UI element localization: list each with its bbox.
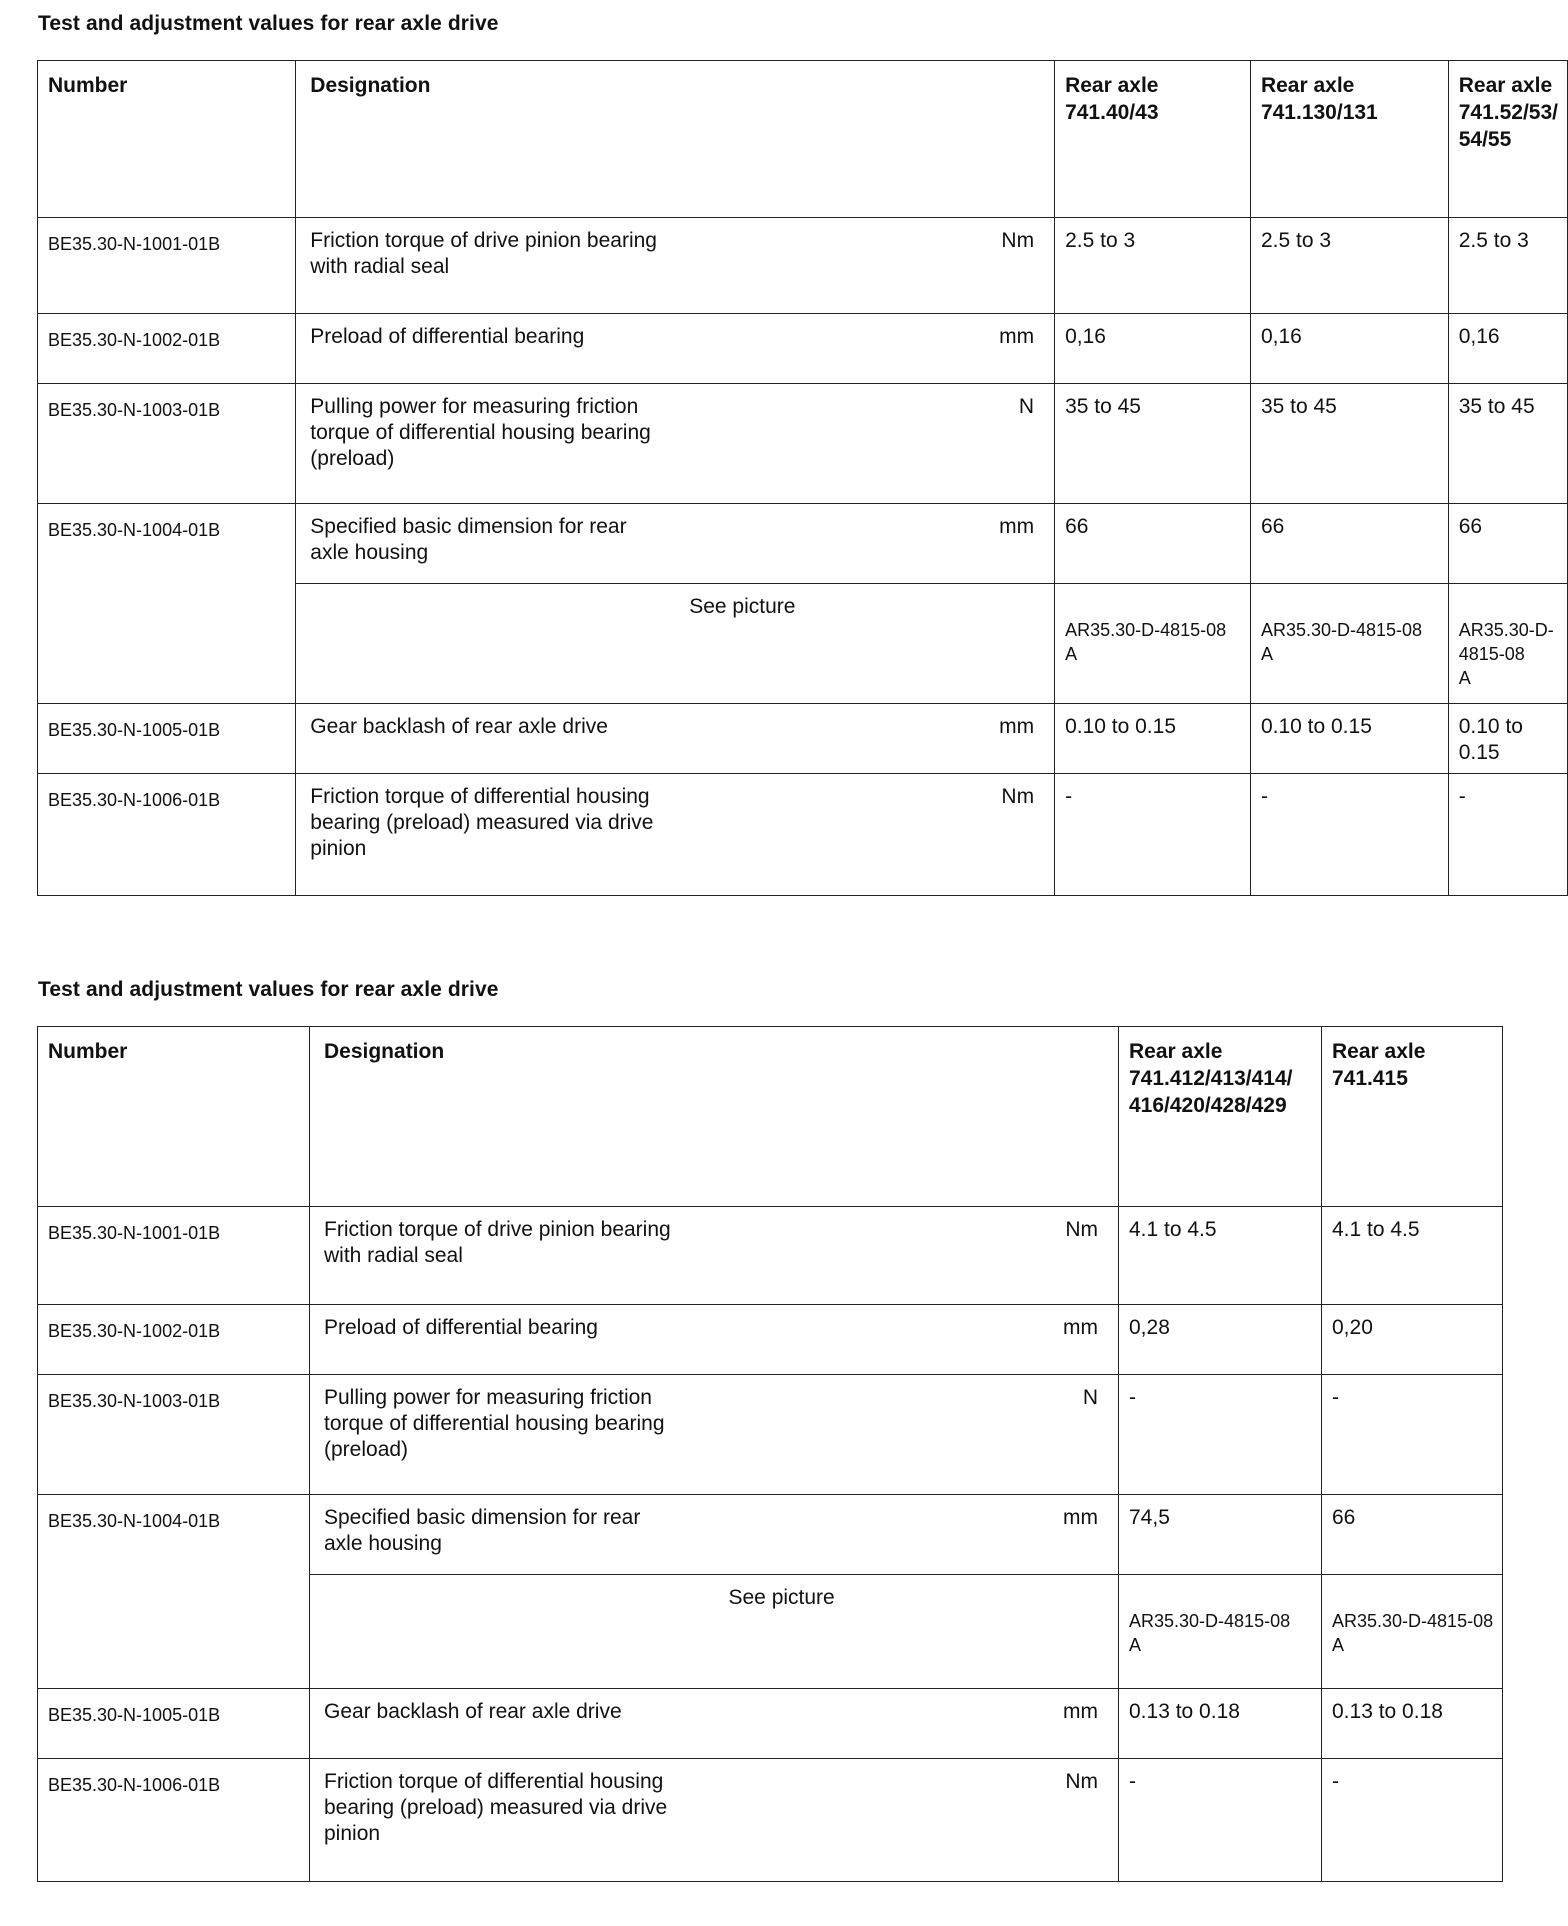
row-value: 0.10 to 0.15 bbox=[1448, 704, 1567, 774]
row-value: 66 bbox=[1322, 1495, 1503, 1575]
table-header-row bbox=[38, 61, 1568, 218]
row-value: 0.13 to 0.18 bbox=[1119, 1689, 1322, 1759]
row-unit: N bbox=[918, 1375, 1119, 1495]
row-value: 0.13 to 0.18 bbox=[1322, 1689, 1503, 1759]
row-unit: N bbox=[865, 384, 1054, 504]
header-axle-1: Rear axle 741.40/43 bbox=[1055, 61, 1251, 218]
row-value: 0,16 bbox=[1055, 314, 1251, 384]
row-value: - bbox=[1119, 1375, 1322, 1495]
row-designation: Preload of differential bearing bbox=[310, 1305, 918, 1375]
header-designation: Designation bbox=[310, 1027, 1119, 1207]
table-row bbox=[38, 384, 1568, 504]
row-value: 66 bbox=[1250, 504, 1448, 584]
row-designation: Friction torque of drive pinion bearing with radial seal bbox=[310, 1207, 918, 1305]
see-picture-label: See picture bbox=[679, 584, 1054, 704]
row-designation: Pulling power for measuring friction torque of differential housing bearing (preload) bbox=[310, 1375, 918, 1495]
row-value: 0.10 to 0.15 bbox=[1055, 704, 1251, 774]
row-value: 66 bbox=[1448, 504, 1567, 584]
row-unit: Nm bbox=[865, 218, 1054, 314]
row-designation: Gear backlash of rear axle drive bbox=[296, 704, 865, 774]
table-row bbox=[38, 1207, 1503, 1305]
table-1-title: Test and adjustment values for rear axle drive bbox=[38, 12, 499, 35]
row-designation: Friction torque of differential housing bearing (preload) measured via drive pinion bbox=[296, 774, 865, 896]
row-number: BE35.30-N-1005-01B bbox=[38, 704, 296, 774]
header-axle-2: Rear axle 741.415 bbox=[1322, 1027, 1503, 1207]
table-2-title: Test and adjustment values for rear axle drive bbox=[38, 978, 499, 1001]
row-value: 0,28 bbox=[1119, 1305, 1322, 1375]
header-axle-2: Rear axle 741.130/131 bbox=[1250, 61, 1448, 218]
blank-cell bbox=[310, 1575, 719, 1689]
row-number: BE35.30-N-1006-01B bbox=[38, 1759, 310, 1882]
table-1 bbox=[37, 60, 1568, 896]
table-row bbox=[38, 1689, 1503, 1759]
table-row bbox=[38, 1305, 1503, 1375]
row-unit: mm bbox=[918, 1689, 1119, 1759]
see-picture-label: See picture bbox=[719, 1575, 1119, 1689]
row-number: BE35.30-N-1002-01B bbox=[38, 1305, 310, 1375]
row-value: - bbox=[1448, 774, 1567, 896]
row-value: - bbox=[1250, 774, 1448, 896]
row-value: 35 to 45 bbox=[1250, 384, 1448, 504]
row-designation: Friction torque of drive pinion bearing with radial seal bbox=[296, 218, 865, 314]
row-designation: Specified basic dimension for rear axle housing bbox=[296, 504, 865, 584]
picture-reference: AR35.30-D-4815-08 A bbox=[1322, 1575, 1503, 1689]
table-row bbox=[38, 314, 1568, 384]
row-value: 0,16 bbox=[1448, 314, 1567, 384]
row-value: 35 to 45 bbox=[1448, 384, 1567, 504]
picture-reference: AR35.30-D-4815-08 A bbox=[1055, 584, 1251, 704]
row-designation: Pulling power for measuring friction torque of differential housing bearing (preload) bbox=[296, 384, 865, 504]
row-value: 0,16 bbox=[1250, 314, 1448, 384]
row-value: 2.5 to 3 bbox=[1250, 218, 1448, 314]
header-axle-1: Rear axle 741.412/413/414/ 416/420/428/429 bbox=[1119, 1027, 1322, 1207]
picture-reference: AR35.30-D-4815-08 A bbox=[1448, 584, 1567, 704]
row-value: 4.1 to 4.5 bbox=[1322, 1207, 1503, 1305]
header-axle-3: Rear axle 741.52/53/ 54/55 bbox=[1448, 61, 1567, 218]
row-value: 2.5 to 3 bbox=[1448, 218, 1567, 314]
row-number: BE35.30-N-1004-01B bbox=[38, 504, 296, 704]
row-value: 66 bbox=[1055, 504, 1251, 584]
picture-reference: AR35.30-D-4815-08 A bbox=[1119, 1575, 1322, 1689]
row-unit: mm bbox=[865, 504, 1054, 584]
table-2 bbox=[37, 1026, 1503, 1882]
row-unit: mm bbox=[918, 1305, 1119, 1375]
row-unit: mm bbox=[865, 314, 1054, 384]
row-designation: Gear backlash of rear axle drive bbox=[310, 1689, 918, 1759]
table-row bbox=[38, 1759, 1503, 1882]
row-number: BE35.30-N-1003-01B bbox=[38, 1375, 310, 1495]
row-value: 35 to 45 bbox=[1055, 384, 1251, 504]
row-designation: Preload of differential bearing bbox=[296, 314, 865, 384]
row-number: BE35.30-N-1001-01B bbox=[38, 1207, 310, 1305]
header-number: Number bbox=[38, 1027, 310, 1207]
row-unit: mm bbox=[918, 1495, 1119, 1575]
row-designation: Specified basic dimension for rear axle housing bbox=[310, 1495, 918, 1575]
row-unit: Nm bbox=[918, 1759, 1119, 1882]
row-value: 0.10 to 0.15 bbox=[1250, 704, 1448, 774]
row-value: - bbox=[1322, 1759, 1503, 1882]
row-unit: mm bbox=[865, 704, 1054, 774]
table-row bbox=[38, 1495, 1503, 1575]
header-number: Number bbox=[38, 61, 296, 218]
row-value: 2.5 to 3 bbox=[1055, 218, 1251, 314]
header-designation: Designation bbox=[296, 61, 1055, 218]
table-row bbox=[38, 774, 1568, 896]
picture-reference: AR35.30-D-4815-08 A bbox=[1250, 584, 1448, 704]
row-value: 74,5 bbox=[1119, 1495, 1322, 1575]
table-row bbox=[38, 218, 1568, 314]
row-number: BE35.30-N-1001-01B bbox=[38, 218, 296, 314]
row-designation: Friction torque of differential housing bearing (preload) measured via drive pinion bbox=[310, 1759, 918, 1882]
table-row bbox=[38, 1375, 1503, 1495]
row-number: BE35.30-N-1006-01B bbox=[38, 774, 296, 896]
table-header-row bbox=[38, 1027, 1503, 1207]
table-row bbox=[38, 704, 1568, 774]
row-number: BE35.30-N-1004-01B bbox=[38, 1495, 310, 1689]
row-value: 4.1 to 4.5 bbox=[1119, 1207, 1322, 1305]
row-unit: Nm bbox=[918, 1207, 1119, 1305]
table-row bbox=[38, 504, 1568, 584]
row-value: - bbox=[1322, 1375, 1503, 1495]
row-unit: Nm bbox=[865, 774, 1054, 896]
row-value: - bbox=[1055, 774, 1251, 896]
row-number: BE35.30-N-1002-01B bbox=[38, 314, 296, 384]
row-number: BE35.30-N-1005-01B bbox=[38, 1689, 310, 1759]
blank-cell bbox=[296, 584, 679, 704]
row-value: 0,20 bbox=[1322, 1305, 1503, 1375]
row-value: - bbox=[1119, 1759, 1322, 1882]
row-number: BE35.30-N-1003-01B bbox=[38, 384, 296, 504]
